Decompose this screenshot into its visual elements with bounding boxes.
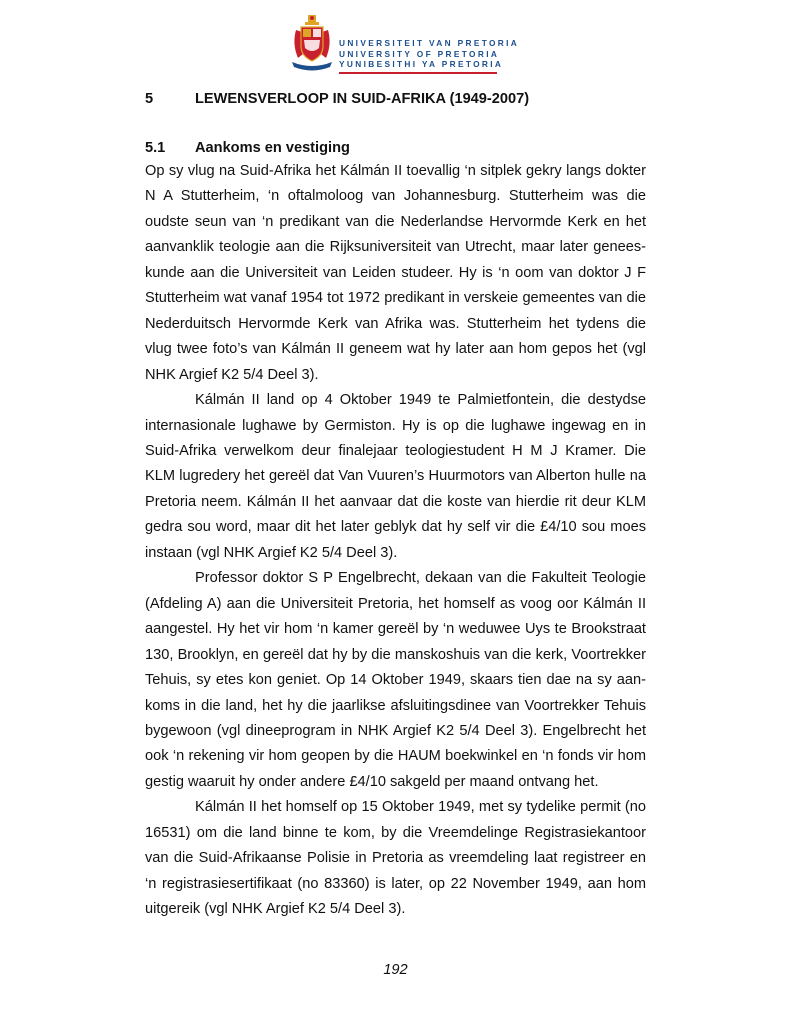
page-content <box>145 86 646 923</box>
subsection-number: 5.1 <box>145 140 166 156</box>
university-name-afrikaans: UNIVERSITEIT VAN PRETORIA <box>339 38 520 48</box>
header-divider <box>339 72 497 74</box>
subsection-heading <box>145 137 646 159</box>
subsection-title: Aankoms en vestiging <box>195 140 350 156</box>
section-number: 5 <box>145 91 154 107</box>
university-name-sepedi: YUNIBESITHI YA PRETORIA <box>339 59 504 70</box>
section-title: LEWENSVERLOOP IN SUID-AFRIKA (1949-2007) <box>195 91 530 107</box>
page-number: 192 <box>383 962 408 978</box>
paragraph-2: Kálmán II land op 4 Oktober 1949 te Palmietfontein, die destydse internasionale lughawe by Germiston. Hy is op die lughawe ingewag en in Suid-Afrika verwelkom deur finalejaar teologiestudent H M J Kramer. Die KLM lugredery het gereël dat Van Vuuren’s Huurmotors van Alberton hulle na Pretoria neem. Kálmán II het aanvaar dat die koste van hierdie rit deur KLM gedra sou word, maar dit het later geblyk dat hy self vir die £4/10 sou moes instaan (vgl NHK Argief K2 5/4 Deel 3). <box>145 392 646 561</box>
section-heading <box>145 86 646 112</box>
paragraph-3: Professor doktor S P Engelbrecht, dekaan van die Fakulteit Teologie (Afdeling A) aan die Universiteit Pretoria, het homself as voog oor Kálmán II aangestel. Hy het vir hom ‘n kamer gereël by ‘n weduwee Uys te Brookstraat 130, Brooklyn, en gereël dat hy by die manskoshuis van die kerk, Voortrekker Tehuis, sy etes kon geniet. Op 14 Oktober 1949, skaars tien dae na sy aankoms in die land, het hy die jaarlikse afsluitingsdinee van Voortrekker Tehuis bygewoon (vgl dineeprogram in NHK Argief K2 5/4 Deel 3). Engelbrecht het ook ‘n rekening vir hom geopen by die HAUM boekwinkel en ‘n fonds vir hom gestig waaruit hy onder andere £4/10 sakgeld per maand ontvang het. <box>145 570 646 790</box>
paragraph-1: Op sy vlug na Suid-Afrika het Kálmán II toevallig ‘n sitplek gekry langs dokter N A Stutterheim, ‘n oftalmoloog van Johannesburg. Stutterheim was die oudste seun van ‘n predikant van die Nederlandse Hervormde Kerk en het aanvanklik teologie aan die Rijksuniversiteit van Utrecht, maar later geneeskunde aan die Universiteit van Leiden studeer. Hy is ‘n oom van doktor J F Stutterheim wat vanaf 1954 tot 1972 predikant in verskeie gemeentes van die Nederduitsch Hervormde Kerk van Afrika was. Stutterheim het tydens die vlug twee foto’s van Kálmán II geneem wat hy later aan hom gepos het (vgl NHK Argief K2 5/4 Deel 3). <box>145 163 646 383</box>
university-crest-icon <box>290 14 334 72</box>
university-name <box>339 38 519 70</box>
university-name-english: UNIVERSITY OF PRETORIA <box>339 48 500 59</box>
paragraph-4: Kálmán II het homself op 15 Oktober 1949, met sy tydelike permit (no 16531) om die land binne te kom, by die Vreemdelinge Registrasiekantoor van die Suid-Afrikaanse Polisie in Pretoria as vreemdeling laat registreer en ‘n registrasiesertifikaat (no 83360) is later, op 22 November 1949, aan hom uitgereik (vgl NHK Argief K2 5/4 Deel 3). <box>145 799 646 918</box>
university-header <box>290 14 520 76</box>
